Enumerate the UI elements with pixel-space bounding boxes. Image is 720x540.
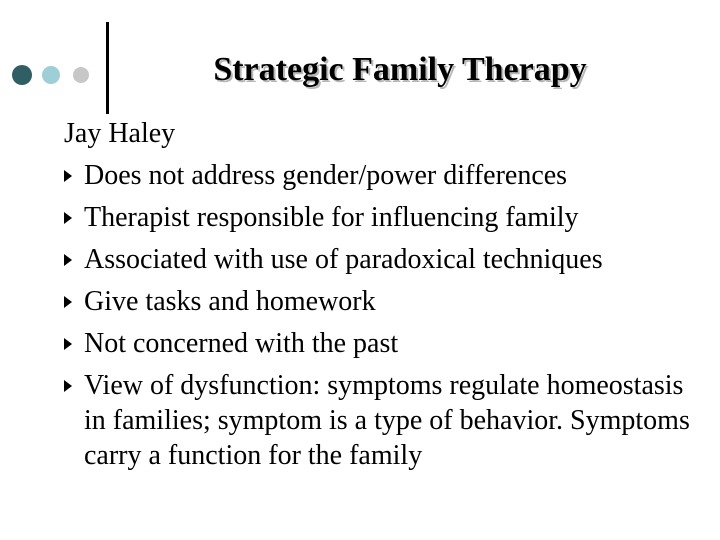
bullet-text: View of dysfunction: symptoms regulate homeostasis in families; symptom is a type of behavior. Symptoms carry a function for the family: [84, 370, 690, 471]
triangle-right-icon: [64, 380, 72, 392]
bullet-item: [64, 326, 704, 361]
triangle-right-icon: [64, 170, 72, 182]
bullet-item: [64, 158, 704, 193]
decorative-dot: [12, 65, 32, 85]
decorative-vertical-line: [106, 22, 109, 114]
bullet-item: [64, 368, 704, 473]
triangle-right-icon: [64, 296, 72, 308]
triangle-right-icon: [64, 338, 72, 350]
bullet-text: Therapist responsible for influencing family: [84, 202, 579, 233]
bullet-text: Give tasks and homework: [84, 286, 376, 317]
slide-subtitle: Jay Haley: [64, 118, 176, 149]
bullet-text: Not concerned with the past: [84, 328, 399, 359]
slide-content: [64, 116, 704, 480]
bullet-item: [64, 242, 704, 277]
slide-title: Strategic Family Therapy: [213, 51, 587, 88]
decorative-dot: [42, 66, 60, 84]
bullet-item: [64, 200, 704, 235]
decorative-dots: [0, 0, 110, 120]
bullet-item: [64, 284, 704, 319]
bullet-text: Does not address gender/power differences: [84, 160, 568, 191]
triangle-right-icon: [64, 212, 72, 224]
bullet-text: Associated with use of paradoxical techniques: [84, 244, 603, 275]
decorative-dot: [73, 67, 89, 83]
bullet-list: [64, 158, 704, 473]
triangle-right-icon: [64, 254, 72, 266]
